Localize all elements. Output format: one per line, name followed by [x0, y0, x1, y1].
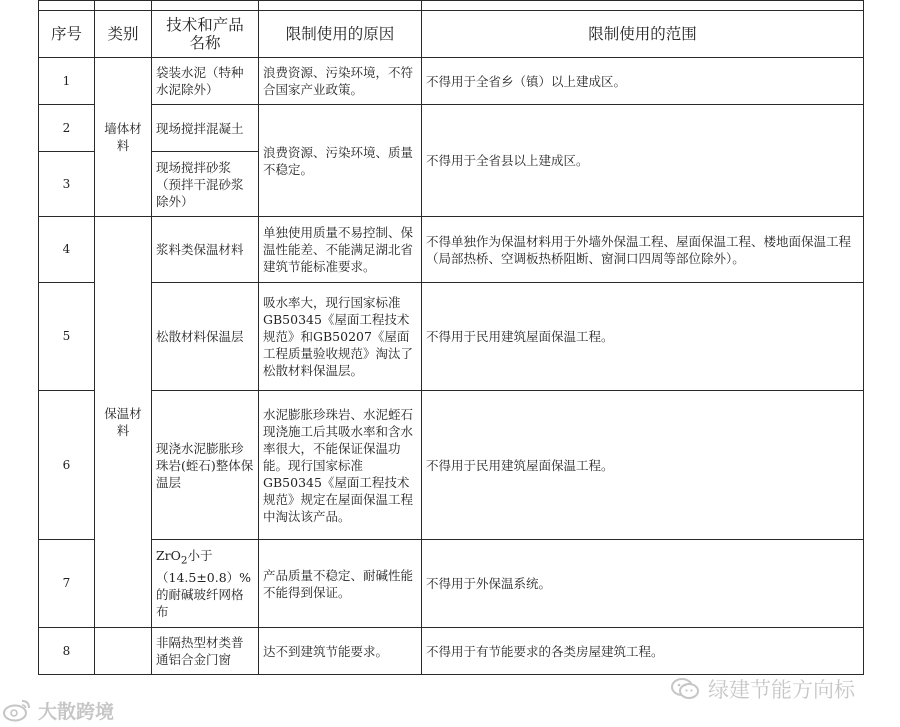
restriction-reason: 浪费资源、污染环境，不符合国家产业政策。 [259, 58, 422, 105]
table-row [39, 283, 864, 391]
row-number: 2 [39, 105, 95, 152]
header-tech-line2: 名称 [189, 34, 221, 52]
restriction-scope: 不得用于外保温系统。 [422, 540, 864, 628]
restricted-materials-table [38, 0, 864, 675]
table-row [39, 217, 864, 283]
watermark-left-text: 大散跨境 [38, 700, 115, 723]
header-category: 类别 [95, 11, 152, 58]
product-name-formula: ZrO [156, 547, 181, 563]
category-wall: 墙体材料 [95, 58, 152, 217]
product-name: 松散材料保温层 [152, 283, 259, 391]
weibo-icon [2, 698, 32, 722]
product-name: 浆料类保温材料 [152, 217, 259, 283]
table-row [39, 58, 864, 105]
table-row [39, 391, 864, 540]
restriction-scope: 不得用于全省县以上建成区。 [422, 105, 864, 217]
product-name: 现场搅拌混凝土 [152, 105, 259, 152]
product-name-rest: 小于（14.5±0.8）%的耐碱玻纤网格布 [156, 547, 252, 620]
restriction-reason: 浪费资源、污染环境、质量不稳定。 [259, 105, 422, 217]
table-row [39, 628, 864, 675]
wechat-icon [670, 676, 700, 702]
row-number: 5 [39, 283, 95, 391]
product-name [152, 540, 259, 628]
header-row [39, 11, 864, 58]
row-number: 8 [39, 628, 95, 675]
header-tech [152, 11, 259, 58]
restriction-reason: 达不到建筑节能要求。 [259, 628, 422, 675]
category-empty [95, 628, 152, 675]
header-no: 序号 [39, 11, 95, 58]
restriction-reason: 水泥膨胀珍珠岩、水泥蛭石现浇施工后其吸水率和含水率很大，不能保证保温功能。现行国家标准GB50345《屋面工程技术规范》规定在屋面保温工程中淘汰该产品。 [259, 391, 422, 540]
header-scope: 限制使用的范围 [422, 11, 864, 58]
top-partial-row [39, 1, 864, 11]
restriction-reason: 单独使用质量不易控制、保温性能差、不能满足湖北省建筑节能标准要求。 [259, 217, 422, 283]
row-number: 6 [39, 391, 95, 540]
restriction-scope: 不得用于全省乡（镇）以上建成区。 [422, 58, 864, 105]
restriction-reason: 产品质量不稳定、耐碱性能不能得到保证。 [259, 540, 422, 628]
watermark-wechat [670, 674, 885, 704]
restriction-scope: 不得用于民用建筑屋面保温工程。 [422, 391, 864, 540]
row-number: 3 [39, 152, 95, 217]
restriction-reason: 吸水率大，现行国家标准GB50345《屋面工程技术规范》和GB50207《屋面工程质量验收规范》淘汰了松散材料保温层。 [259, 283, 422, 391]
category-insulation: 保温材料 [95, 217, 152, 628]
product-name-subscript: 2 [180, 554, 188, 567]
product-name: 现浇水泥膨胀珍珠岩(蛭石)整体保温层 [152, 391, 259, 540]
watermark-right-text: 绿建节能方向标 [708, 678, 855, 702]
restriction-scope: 不得用于有节能要求的各类房屋建筑工程。 [422, 628, 864, 675]
row-number: 4 [39, 217, 95, 283]
row-number: 7 [39, 540, 95, 628]
product-name: 袋装水泥（特种水泥除外） [152, 58, 259, 105]
product-name: 现场搅拌砂浆（预拌干混砂浆除外） [152, 152, 259, 217]
header-reason: 限制使用的原因 [259, 11, 422, 58]
row-number: 1 [39, 58, 95, 105]
restriction-scope: 不得单独作为保温材料用于外墙外保温工程、屋面保温工程、楼地面保温工程（局部热桥、空调板热桥阻断、窗洞口四周等部位除外）。 [422, 217, 864, 283]
table-row [39, 540, 864, 628]
header-tech-line1: 技术和产品 [166, 16, 244, 34]
product-name: 非隔热型材类普通铝合金门窗 [152, 628, 259, 675]
restriction-scope: 不得用于民用建筑屋面保温工程。 [422, 283, 864, 391]
watermark-weibo [2, 696, 152, 724]
table-row [39, 105, 864, 152]
